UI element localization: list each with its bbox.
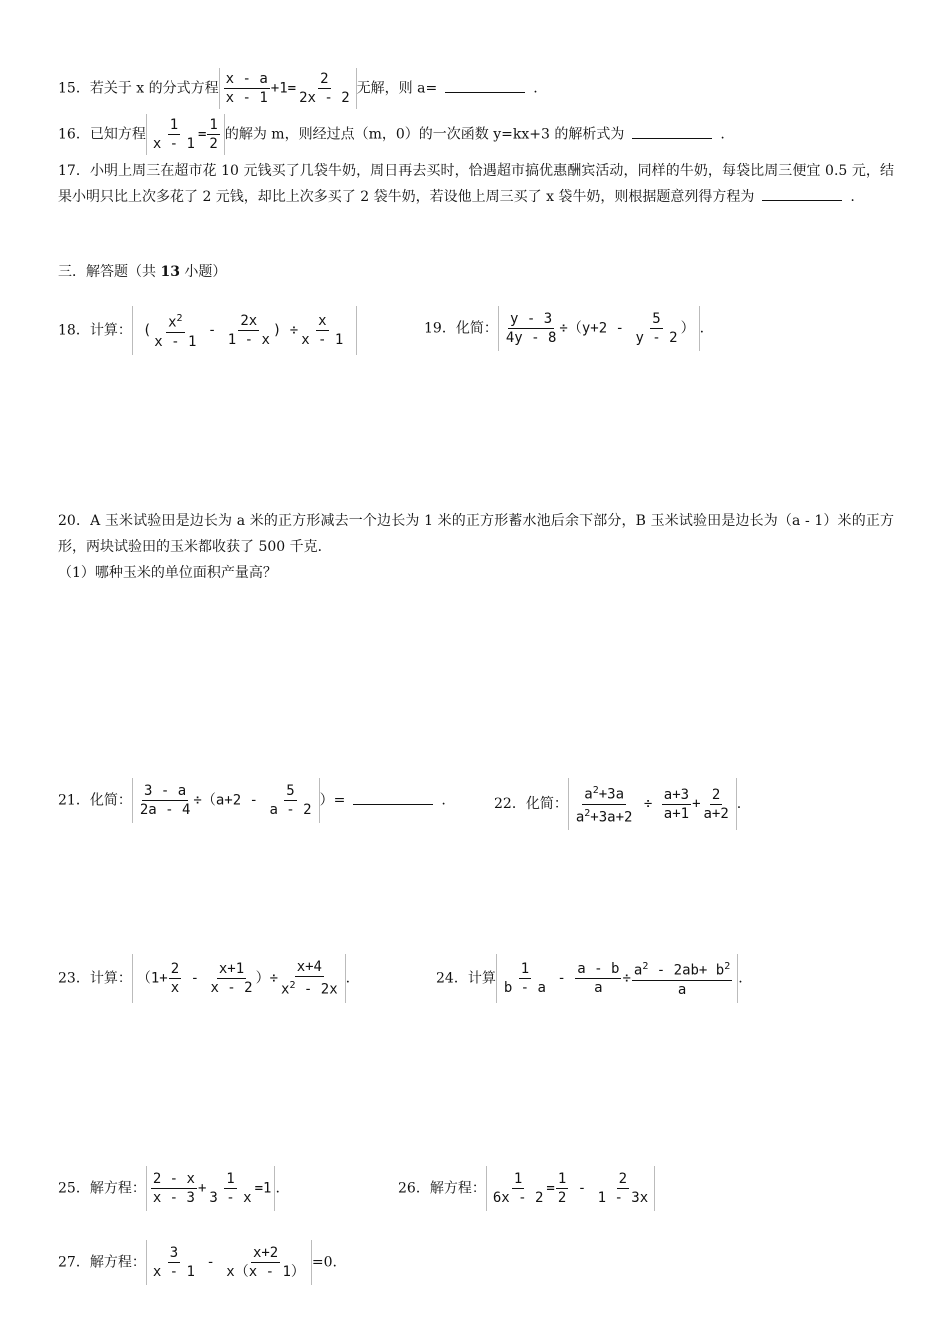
q15-prefix: 15．若关于 x 的分式方程 bbox=[58, 80, 219, 97]
q26-num1: 1 bbox=[513, 1171, 523, 1187]
q22-num1-b: +3a bbox=[598, 786, 625, 803]
q22-num3: 2 bbox=[711, 786, 721, 803]
q25-end: . bbox=[275, 1180, 280, 1197]
q24-label: 24．计算 bbox=[436, 970, 496, 987]
question-18 bbox=[58, 306, 357, 355]
q26-num3: 2 bbox=[618, 1171, 628, 1187]
q18-minus: - bbox=[207, 322, 217, 339]
q26-num2: 1 bbox=[557, 1171, 567, 1187]
answer-blank-21[interactable] bbox=[353, 792, 433, 805]
q23-den3-a: x bbox=[281, 981, 290, 998]
q24-num2: a - b bbox=[577, 960, 620, 977]
q23-num3: x+4 bbox=[296, 959, 322, 975]
q18-label: 18．计算： bbox=[58, 322, 132, 339]
q22-den3: a+2 bbox=[703, 805, 729, 822]
q25-plus: + bbox=[197, 1180, 207, 1197]
q17-end: . bbox=[850, 189, 855, 205]
q27-num1: 3 bbox=[169, 1245, 179, 1261]
q24-div: ÷ bbox=[622, 970, 631, 987]
q18-expression bbox=[132, 306, 358, 355]
q22-den1-b: +3a+2 bbox=[590, 809, 633, 826]
question-25 bbox=[58, 1166, 280, 1211]
question-27 bbox=[58, 1240, 337, 1285]
q26-minus: - bbox=[577, 1180, 587, 1197]
q15-suffix: 无解，则 a= bbox=[356, 80, 438, 97]
q22-den1-sup: 2 bbox=[584, 807, 591, 819]
q19-end: . bbox=[699, 320, 705, 337]
q27-num2: x+2 bbox=[252, 1245, 279, 1261]
q22-plus: + bbox=[692, 796, 701, 813]
q23-minus: - bbox=[190, 970, 199, 987]
q19-close: ） bbox=[680, 320, 695, 337]
q19-num2: 5 bbox=[652, 311, 661, 327]
q23-den2: x - 2 bbox=[210, 979, 253, 996]
q22-expression bbox=[568, 778, 737, 830]
q25-den1: x - 3 bbox=[152, 1190, 195, 1206]
q18-den2: 1 - x bbox=[227, 331, 270, 348]
question-21 bbox=[58, 778, 446, 823]
q16-suffix: 的解为 m，则经过点（m，0）的一次函数 y=kx+3 的解析式为 bbox=[224, 126, 625, 143]
q17-text: 17．小明上周三在超市花 10 元钱买了几袋牛奶，周日再去买时，恰遇超市搞优惠酬宾活动，同样的牛奶，每袋比周三便宜 0.5 元，结果小明只比上次多花了 2 元钱，却比上次多买了 2 袋牛奶，若设他上周三买了 x 袋牛奶，则根据题意列得方程为 bbox=[58, 163, 894, 205]
q24-den2: a bbox=[594, 979, 603, 996]
q24-end: . bbox=[738, 970, 743, 987]
q18-div: ÷ bbox=[289, 322, 299, 339]
section-prefix: 三．解答题（共 bbox=[58, 264, 156, 280]
q23-den3-b: - 2x bbox=[295, 981, 338, 998]
q23-expression bbox=[132, 954, 346, 1003]
q24-minus: - bbox=[557, 970, 566, 987]
question-23 bbox=[58, 954, 350, 1003]
q21-den1: 2a - 4 bbox=[139, 802, 191, 818]
q19-den1: 4y - 8 bbox=[505, 330, 557, 346]
q24-den1: b - a bbox=[503, 979, 546, 996]
question-20 bbox=[58, 508, 894, 586]
q26-equation bbox=[486, 1166, 655, 1211]
q24-num3-sup2: 2 bbox=[724, 961, 731, 972]
question-22 bbox=[494, 778, 741, 830]
q18-den1: x - 1 bbox=[154, 333, 197, 350]
q18-num2: 2x bbox=[240, 312, 258, 329]
q20-sub1: （1）哪种玉米的单位面积产量高？ bbox=[58, 565, 277, 581]
q18-open: ( bbox=[142, 322, 152, 339]
q25-num1: 2 - x bbox=[152, 1171, 195, 1187]
q25-equation bbox=[146, 1166, 276, 1211]
q16-equation bbox=[146, 114, 225, 155]
q27-eq: =0 bbox=[311, 1254, 333, 1271]
q23-num2: x+1 bbox=[218, 960, 245, 977]
question-19 bbox=[424, 306, 704, 351]
q23-close: ）÷ bbox=[255, 970, 279, 987]
q22-num2: a+3 bbox=[663, 786, 690, 803]
q24-num3-a: a bbox=[633, 962, 643, 979]
q23-num1: 2 bbox=[170, 960, 180, 977]
q24-den3: a bbox=[677, 981, 687, 998]
section-heading bbox=[58, 262, 226, 282]
q21-div: ÷ bbox=[193, 792, 202, 809]
q25-den2: 3 - x bbox=[209, 1190, 252, 1206]
q27-den1: x - 1 bbox=[152, 1264, 195, 1280]
q19-expression bbox=[498, 306, 700, 351]
question-26 bbox=[398, 1166, 655, 1211]
q20-text: 20．A 玉米试验田是边长为 a 米的正方形减去一个边长为 1 米的正方形蓄水池后余下部分，B 玉米试验田是边长为（a - 1）米的正方形，两块试验田的玉米都收获了 500 千克． bbox=[58, 513, 894, 555]
q18-num1: x bbox=[168, 314, 177, 331]
q25-num2: 1 bbox=[226, 1171, 235, 1187]
q23-den3-sup: 2 bbox=[289, 980, 296, 991]
answer-blank-16[interactable] bbox=[632, 126, 712, 139]
q18-den3: x - 1 bbox=[301, 331, 344, 348]
q23-open: （1+ bbox=[136, 970, 168, 987]
q18-sup1: 2 bbox=[176, 313, 183, 324]
q16-eq: = bbox=[197, 126, 207, 143]
q22-end: . bbox=[736, 796, 742, 813]
q15-den1: x - 1 bbox=[225, 90, 268, 106]
q25-label: 25．解方程： bbox=[58, 1180, 146, 1197]
q16-num1: 1 bbox=[169, 117, 179, 133]
q19-div: ÷ bbox=[559, 320, 568, 337]
q23-end: . bbox=[345, 970, 351, 987]
q26-eq: = bbox=[546, 1180, 555, 1197]
q26-den1: 6x - 2 bbox=[492, 1190, 544, 1206]
q16-num2: 1 bbox=[209, 117, 218, 133]
q26-den2: 2 bbox=[557, 1190, 567, 1206]
q22-den1-a: a bbox=[575, 809, 585, 826]
q21-expression bbox=[132, 778, 320, 823]
q22-num1-sup: 2 bbox=[592, 785, 599, 796]
q24-expression bbox=[496, 954, 738, 1003]
q18-close: ) bbox=[272, 322, 282, 339]
answer-blank-17[interactable] bbox=[762, 188, 842, 201]
q22-label: 22．化简： bbox=[494, 796, 568, 813]
q21-num1: 3 - a bbox=[144, 783, 187, 799]
section-count: 13 bbox=[160, 264, 180, 280]
q27-end: . bbox=[332, 1254, 337, 1271]
q19-den2: y - 2 bbox=[635, 330, 678, 346]
q21-open: （a+2 - bbox=[201, 792, 258, 809]
q22-div: ÷ bbox=[643, 796, 653, 813]
q24-num3-sup1: 2 bbox=[642, 961, 649, 972]
q19-num1: y - 3 bbox=[510, 311, 553, 327]
q27-minus: - bbox=[206, 1254, 215, 1271]
q15-num2: 2 bbox=[320, 71, 329, 87]
q23-label: 23．计算： bbox=[58, 970, 132, 987]
section-suffix: 小题） bbox=[184, 264, 227, 280]
q21-close: ）= bbox=[319, 792, 346, 809]
q15-equation bbox=[219, 68, 357, 109]
q16-den1: x - 1 bbox=[152, 136, 195, 152]
q16-end: . bbox=[720, 126, 725, 143]
question-16 bbox=[58, 114, 725, 155]
q21-label: 21．化简： bbox=[58, 792, 132, 809]
question-15 bbox=[58, 68, 538, 109]
q21-num2: 5 bbox=[286, 783, 295, 799]
q25-eq: =1 bbox=[254, 1180, 272, 1197]
q22-num1-a: a bbox=[584, 786, 593, 803]
q27-label: 27．解方程： bbox=[58, 1254, 146, 1271]
q27-den2: x（x - 1） bbox=[226, 1264, 305, 1280]
q15-num1: x - a bbox=[225, 71, 268, 87]
q27-equation bbox=[146, 1240, 312, 1285]
q16-den2: 2 bbox=[209, 136, 218, 152]
q18-num3: x bbox=[318, 312, 327, 329]
answer-blank-15[interactable] bbox=[445, 80, 525, 93]
q16-prefix: 16．已知方程 bbox=[58, 126, 146, 143]
q24-num3-b: - 2ab+ b bbox=[648, 962, 725, 979]
q23-den1: x bbox=[170, 979, 180, 996]
q15-end: . bbox=[533, 80, 538, 97]
q21-end: . bbox=[441, 792, 446, 809]
q15-den2: 2x - 2 bbox=[299, 90, 350, 106]
question-17 bbox=[58, 158, 894, 210]
q26-den3: 1 - 3x bbox=[597, 1190, 649, 1206]
q26-label: 26．解方程： bbox=[398, 1180, 486, 1197]
q15-mid: +1= bbox=[270, 80, 297, 97]
q22-den2: a+1 bbox=[663, 805, 690, 822]
q19-label: 19．化简： bbox=[424, 320, 498, 337]
q21-den2: a - 2 bbox=[269, 802, 312, 818]
q24-num1: 1 bbox=[520, 960, 530, 977]
q19-open: （y+2 - bbox=[567, 320, 624, 337]
question-24 bbox=[436, 954, 743, 1003]
